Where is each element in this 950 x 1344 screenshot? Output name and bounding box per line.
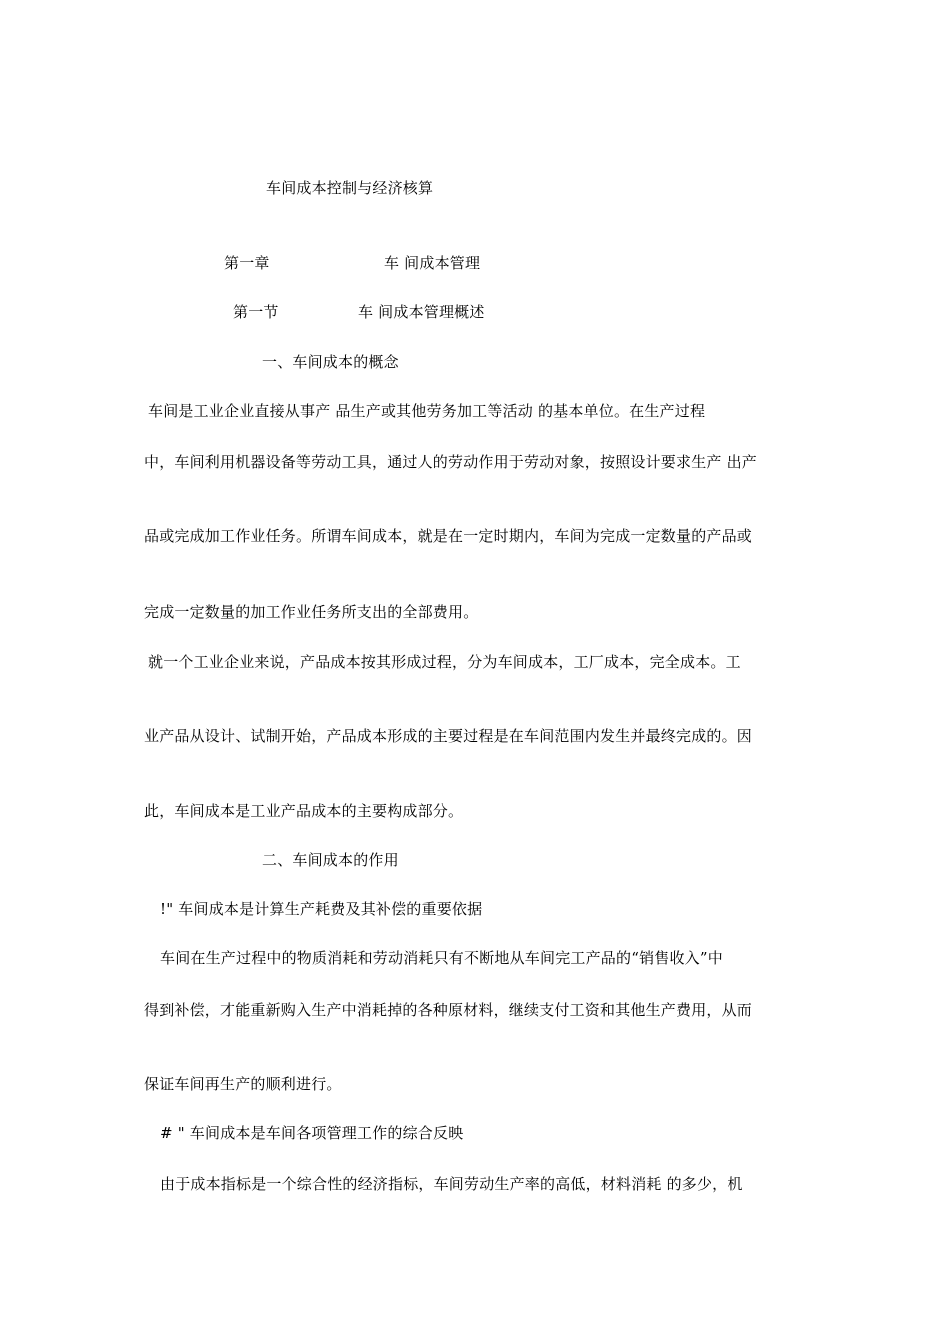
- section-title: 车 间成本管理概述: [358, 303, 485, 321]
- chapter-number: 第一章: [224, 254, 270, 272]
- subheading-function: 二、车间成本的作用: [262, 851, 399, 869]
- paragraph-line: 就一个工业企业来说，产品成本按其形成过程，分为车间成本，工厂成本，完全成本。工: [148, 653, 741, 671]
- paragraph-line: 车间是工业企业直接从事产 品生产或其他劳务加工等活动 的基本单位。在生产过程: [148, 402, 706, 420]
- paragraph-line: 此，车间成本是工业产品成本的主要构成部分。: [144, 802, 464, 820]
- document-title: 车间成本控制与经济核算: [266, 179, 434, 197]
- paragraph-line: 车间在生产过程中的物质消耗和劳动消耗只有不断地从车间完工产品的“销售收入”中: [160, 949, 723, 967]
- chapter-title: 车 间成本管理: [384, 254, 481, 272]
- paragraph-line: 保证车间再生产的顺利进行。: [144, 1075, 342, 1093]
- paragraph-line: 中，车间利用机器设备等劳动工具，通过人的劳动作用于劳动对象，按照设计要求生产 出产: [144, 453, 757, 471]
- paragraph-line: 由于成本指标是一个综合性的经济指标，车间劳动生产率的高低，材料消耗 的多少，机: [160, 1175, 743, 1193]
- subheading-concept: 一、车间成本的概念: [262, 353, 399, 371]
- numbered-item-heading: !" 车间成本是计算生产耗费及其补偿的重要依据: [160, 900, 483, 918]
- paragraph-line: 品或完成加工作业任务。所谓车间成本，就是在一定时期内，车间为完成一定数量的产品或: [144, 527, 753, 545]
- paragraph-line: 业产品从设计、试制开始，产品成本形成的主要过程是在车间范围内发生并最终完成的。因: [144, 727, 753, 745]
- numbered-item-heading: # " 车间成本是车间各项管理工作的综合反映: [160, 1124, 464, 1142]
- paragraph-line: 完成一定数量的加工作业任务所支出的全部费用。: [144, 603, 479, 621]
- section-number: 第一节: [233, 303, 279, 321]
- paragraph-line: 得到补偿，才能重新购入生产中消耗掉的各种原材料，继续支付工资和其他生产费用，从而: [144, 1001, 753, 1019]
